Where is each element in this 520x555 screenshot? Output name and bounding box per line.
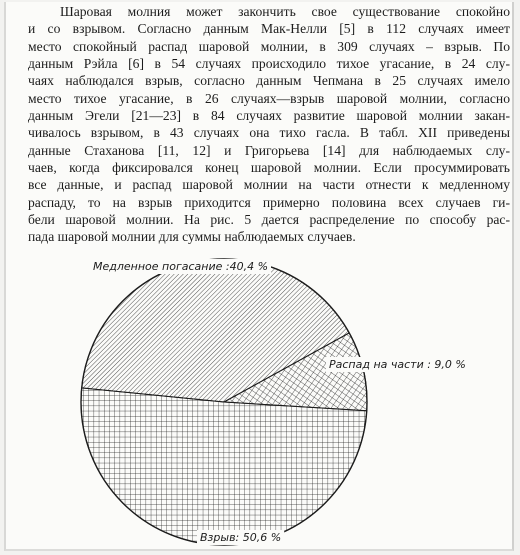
pie-slice-label: Медленное погасание :40,4 % [93,260,269,273]
text-line: место спокойный распад шаровой молнии, в 309 случаях – взрыв. По [28,38,510,54]
text-line: чаях наблюдался взрыв, согласно данным Чепмана в 25 случаях имело [28,73,510,89]
text-line: и со взрывом. Согласно данным Мак-Нелли [5] в 112 случаях имеет [28,21,510,37]
pie-slice-label: Взрыв: 50,6 % [200,531,282,544]
text-line: бели шаровой молнии. На рис. 5 дается распределение по способу рас- [28,212,510,228]
text-line: чаев, когда фиксировался конец шаровой молнии. Если просуммировать [28,160,510,176]
text-line: данным Рэйла [6] в 54 случаях происходило тихое угасание, в 24 слу- [28,56,510,72]
pie-slice-label: Распад на части : 9,0 % [329,358,466,371]
text-line: данным Эгели [21—23] в 84 случаях развитие шаровой молнии закан- [28,108,510,124]
text-line: распаду, то на взрыв приходится примерно половина всех случаев ги- [28,194,510,210]
text-line: чивалось взрывом, в 43 случаях она тихо гасла. В табл. XII приведены [28,125,510,141]
text-line: пада шаровой молнии для суммы наблюдаемых случаев. [28,229,356,245]
pie-slice [81,388,367,545]
text-line: Шаровая молния может закончить свое существование спокойно [60,4,510,19]
text-line: все данные, и распад шаровой молнии на части отнести к медленному [28,177,510,193]
text-line: данные Стаханова [11, 12] и Григорьева [14] для наблюдаемых слу- [28,142,510,158]
text-line: место тихое угасание, в 26 случаях—взрыв шаровой молнии, согласно [28,90,510,106]
